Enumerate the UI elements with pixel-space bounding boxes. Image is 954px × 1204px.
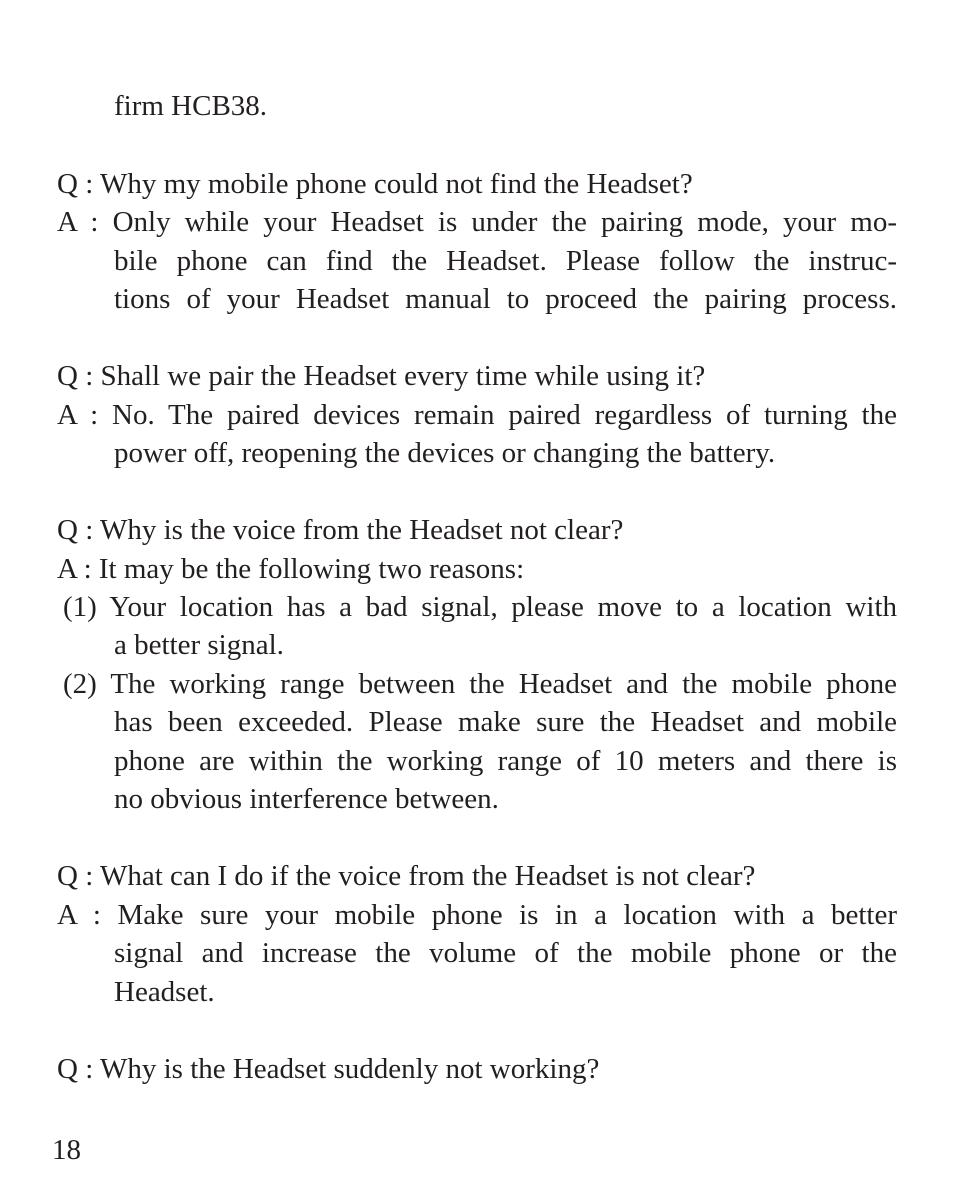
question-voice-not-clear: Q : Why is the voice from the Headset not clear? xyxy=(57,514,624,546)
reason-2-line: (2) The working range between the Headset and the mobile phone xyxy=(63,668,897,700)
page-number: 18 xyxy=(52,1134,81,1166)
answer-pair-every-time-line: A : No. The paired devices remain paired regardless of turning the xyxy=(57,399,897,431)
answer-find-headset-line: bile phone can find the Headset. Please follow the instruc- xyxy=(114,245,897,277)
question-pair-every-time: Q : Shall we pair the Headset every time while using it? xyxy=(57,360,706,392)
continued-answer-line: firm HCB38. xyxy=(114,90,268,122)
answer-what-can-i-do-line: Headset. xyxy=(114,976,215,1008)
reason-1-line: (1) Your location has a bad signal, please move to a location with xyxy=(63,591,897,623)
answer-what-can-i-do-line: signal and increase the volume of the mobile phone or the xyxy=(114,937,897,969)
answer-find-headset-line: tions of your Headset manual to proceed the pairing process. xyxy=(114,283,897,315)
reason-2-line: no obvious interference between. xyxy=(114,783,499,815)
reason-2-line: has been exceeded. Please make sure the Headset and mobile xyxy=(114,706,897,738)
answer-pair-every-time-line: power off, reopening the devices or changing the battery. xyxy=(114,437,776,469)
question-suddenly-not-working: Q : Why is the Headset suddenly not working? xyxy=(57,1053,600,1085)
question-find-headset: Q : Why my mobile phone could not find the Headset? xyxy=(57,168,693,200)
answer-voice-not-clear-line: A : It may be the following two reasons: xyxy=(57,553,525,585)
reason-1-line: a better signal. xyxy=(114,629,284,661)
answer-what-can-i-do-line: A : Make sure your mobile phone is in a location with a better xyxy=(57,899,897,931)
question-what-can-i-do: Q : What can I do if the voice from the Headset is not clear? xyxy=(57,860,756,892)
reason-2-line: phone are within the working range of 10 meters and there is xyxy=(114,745,897,777)
answer-find-headset-line: A : Only while your Headset is under the pairing mode, your mo- xyxy=(57,206,897,238)
